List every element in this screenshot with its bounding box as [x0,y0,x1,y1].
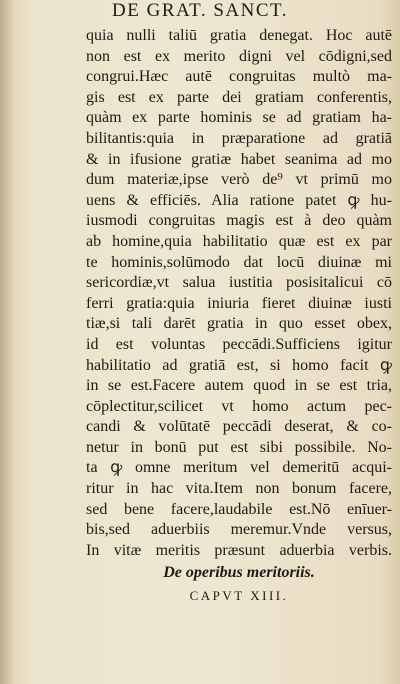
text-line: quia nulli taliū gratia denegat. Hoc autē [86,27,392,44]
text-line: tiæ,si tali darēt gratia in quo esset obex, [86,315,392,333]
text-line: non est ex merito digni vel cōdigni,sed [86,47,392,65]
body-text [86,26,392,561]
chapter-label: CAPVT XIII. [189,588,289,603]
text-line: ferri gratia:quia iniuria fieret diuinæ iusti [86,294,392,312]
text-line: sericordiæ,vt salua iustitia posisitalicui cō [86,274,392,292]
text-line: iusmodi congruitas magis est à deo quàm [86,212,392,230]
text-line: in se est.Facere autem quod in se est tria, [86,377,392,395]
text-line: habilitatio ad gratiā est, si homo facit ꝙ [86,356,392,374]
text-line: id est voluntas peccādi.Sufficiens igitur [86,335,392,353]
text-line: dum materiæ,ipse verò de⁹ vt primū mo [86,171,392,189]
text-line: ritur in hac vita.Item non bonum facere, [86,480,392,498]
text-line: bis,sed aduerbiis meremur.Vnde versus, [86,521,392,539]
text-line: In vitæ meritis præsunt aduerbia verbis. [86,541,392,559]
text-line: bilitantis:quia in præparatione ad gratiā [86,129,392,147]
section-title: De operibus meritoriis. [163,564,315,581]
running-head: DE GRAT. SANCT. [112,0,288,21]
text-line: gis est ex parte dei gratiam conferentis, [86,88,392,106]
text-line: quàm ex parte hominis se ad gratiam ha- [86,109,392,127]
text-line: ta ꝙ omne meritum vel demeritū acqui- [86,459,392,477]
text-line: uens & efficiēs. Alia ratione patet ꝙ hu- [86,191,392,209]
text-line: ab homine,quia habilitatio quæ est ex par [86,232,392,250]
gutter-shadow [0,0,14,684]
text-line: & in ifusione gratiæ habet seanima ad mo [86,150,392,168]
text-line: candi & volūtatē peccādi deserat, & co- [86,418,392,436]
text-line: netur in bonū put est sibi possibile. No- [86,438,392,456]
text-line: cōplectitur,scilicet vt homo actum pec- [86,397,392,415]
text-line: sed bene facere,laudabile est.Nō enīuer- [86,500,392,518]
text-line: congrui.Hæc autē congruitas multò ma- [86,68,392,86]
text-line: te hominis,solūmodo dat locū diuinæ mi [86,253,392,271]
